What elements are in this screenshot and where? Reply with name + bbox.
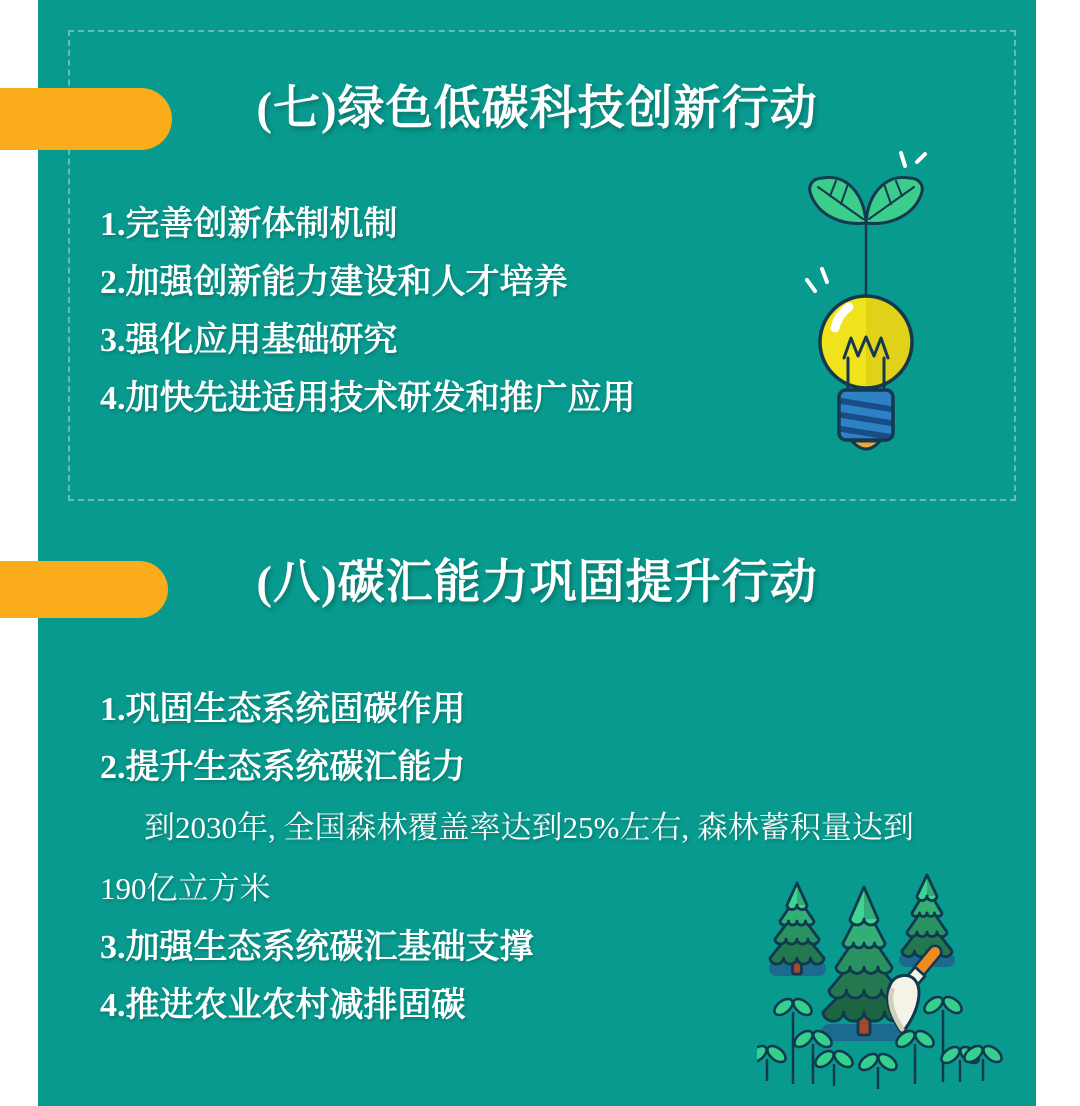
section-8-item-1: 1.巩固生态系统固碳作用 xyxy=(100,691,466,728)
section-8-item-2: 2.提升生态系统碳汇能力 xyxy=(100,749,466,786)
section-7-title: (七)绿色低碳科技创新行动 xyxy=(256,83,818,135)
section-7-item-3: 3.强化应用基础研究 xyxy=(100,322,398,359)
pine-tree-left xyxy=(770,883,824,974)
section-8-note-line-2: 190亿立方米 xyxy=(100,871,271,906)
section-7-item-2: 2.加强创新能力建设和人才培养 xyxy=(100,264,568,301)
section-8-title: (八)碳汇能力巩固提升行动 xyxy=(256,557,818,609)
section-7-item-4: 4.加快先进适用技术研发和推广应用 xyxy=(100,380,636,417)
bulb-shade xyxy=(866,296,912,388)
section-8-item-3: 3.加强生态系统碳汇基础支撑 xyxy=(100,929,534,966)
section-8-note-line-1: 到2030年, 全国森林覆盖率达到25%左右, 森林蓄积量达到 xyxy=(144,810,914,845)
leaf-pair xyxy=(810,177,923,223)
lightbulb-sprout-illustration xyxy=(785,150,945,460)
pine-trees-trowel-illustration xyxy=(757,863,1037,1103)
section-7-item-1: 1.完善创新体制机制 xyxy=(100,206,398,243)
section-8-item-4: 4.推进农业农村减排固碳 xyxy=(100,987,466,1024)
bulb-tip xyxy=(852,441,880,449)
